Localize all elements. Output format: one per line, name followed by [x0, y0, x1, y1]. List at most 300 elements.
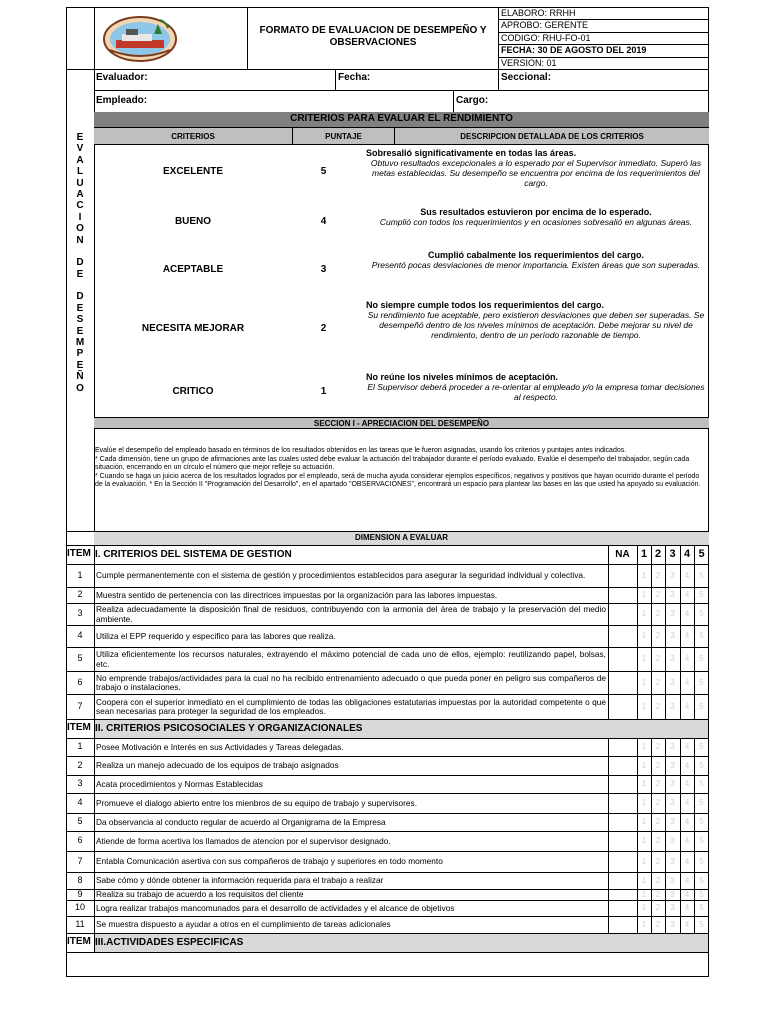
col-divider	[665, 889, 666, 900]
col-divider	[665, 603, 666, 625]
item-text: Acata procedimientos y Normas Establecidas	[96, 778, 263, 789]
score-option[interactable]: 5	[699, 590, 704, 599]
col-divider	[94, 916, 95, 933]
item-text: Entabla Comunicación asertiva con sus compañeros de trabajo y superiores en todo momento	[96, 856, 443, 867]
side-letter	[66, 280, 94, 291]
criteria-description	[366, 207, 706, 227]
instruction-2: * Cada dimensión, tiene un grupo de afirmaciones ante las cuales usted debe evaluar la actuación del trabajador durante el período evaluado. Evalúe el desempeño del trabajador, según cada situación, encerrando en un círculo el número que mejor refleje su actuación.	[95, 455, 690, 471]
col-divider	[680, 625, 681, 647]
score-option[interactable]: 2	[655, 570, 661, 580]
criteria-heading: Cumplió cabalmente los requerimientos del cargo.	[427, 250, 645, 260]
score-option[interactable]: 5	[699, 817, 704, 826]
criteria-detail: Cumplió con todos los requerimientos y en ocasiones sobresalió en algunas áreas.	[379, 217, 693, 227]
col-divider	[694, 872, 695, 889]
score-option[interactable]: 5	[699, 836, 704, 845]
col-divider	[680, 851, 681, 872]
item-number: 1	[77, 569, 83, 580]
criteria-score: 5	[320, 166, 327, 177]
criteria-name: BUENO	[174, 216, 212, 227]
col-divider	[665, 775, 666, 793]
criteria-name: ACEPTABLE	[162, 264, 224, 275]
side-letter: P	[76, 348, 84, 360]
col-divider	[608, 831, 609, 851]
col-divider	[694, 889, 695, 900]
score-option[interactable]: 4	[684, 875, 690, 885]
col-divider	[637, 545, 638, 564]
col-divider	[651, 587, 652, 603]
item-number: 6	[77, 676, 83, 687]
col-divider	[651, 545, 652, 564]
item-number: 8	[77, 874, 83, 885]
score-option[interactable]: 4	[684, 856, 690, 866]
instruction-1: Evalúe el desempeño del empleado basado en términos de los resultados obtenidos en las tareas que le fueron asignadas, usando los criterios y puntajes antes indicados.	[95, 447, 627, 454]
score-option[interactable]: 1	[641, 903, 647, 912]
col-divider	[680, 738, 681, 756]
meta-line: VERSION: 01	[501, 57, 557, 68]
item-text: Utiliza el EPP requerido y especifico para las labores que realiza.	[96, 630, 336, 641]
col-divider	[94, 719, 95, 738]
col-divider	[680, 694, 681, 719]
score-option[interactable]: 2	[655, 701, 661, 711]
score-option[interactable]: 5	[699, 875, 704, 885]
item-text: Logra realizar trabajos mancomunados para el desarrollo de actividades y el alcance de objetivos	[96, 902, 455, 913]
score-option[interactable]: 5	[699, 654, 704, 663]
col-divider	[680, 872, 681, 889]
score-option[interactable]: 5	[699, 742, 704, 751]
col-divider	[680, 889, 681, 900]
score-option[interactable]: 2	[655, 903, 661, 912]
col-divider	[94, 756, 95, 775]
col-divider	[680, 587, 681, 603]
score-option[interactable]: 2	[655, 760, 661, 770]
score-option[interactable]: 5	[699, 677, 704, 687]
col-divider	[665, 872, 666, 889]
col-divider	[637, 564, 638, 587]
side-letter: O	[76, 382, 84, 394]
col-divider	[608, 813, 609, 831]
criteria-detail: Presentó pocas desviaciones de menor importancia. Existen áreas que son superadas.	[371, 260, 701, 270]
col-divider	[651, 694, 652, 719]
company-logo	[100, 10, 180, 66]
dimension-title: DIMENSION A EVALUAR	[94, 532, 709, 545]
col-divider	[637, 900, 638, 916]
score-option[interactable]: 4	[684, 631, 690, 640]
score-option[interactable]: 1	[641, 590, 647, 599]
item-number: 3	[77, 778, 83, 788]
criteria-score: 3	[320, 264, 327, 275]
col-divider	[680, 603, 681, 625]
col-divider	[680, 756, 681, 775]
score-option[interactable]: 5	[699, 760, 704, 770]
evaluador-label: Evaluador:	[96, 72, 148, 83]
item-text: Promueve el dialogo abierto entre los mienbros de su equipo de trabajo y supervisores.	[96, 797, 417, 808]
criteria-name: CRITICO	[172, 386, 214, 397]
meta-divider	[498, 57, 709, 58]
seccion1-title: SECCION I - APRECIACION DEL DESEMPEÑO	[94, 417, 709, 429]
score-option[interactable]: 2	[655, 631, 661, 640]
side-letter: E	[76, 268, 84, 280]
criteria-description	[366, 300, 706, 340]
meta-divider	[498, 32, 709, 33]
col-divider	[94, 851, 95, 872]
score-header: 2	[654, 548, 662, 560]
score-option[interactable]: 1	[641, 570, 647, 580]
meta-divider	[498, 44, 709, 45]
score-option[interactable]: 3	[670, 677, 675, 687]
score-option[interactable]: 1	[641, 856, 647, 866]
side-letter: A	[76, 154, 84, 166]
criteria-description	[366, 372, 706, 402]
item-number: 10	[74, 902, 85, 912]
score-option[interactable]: 1	[641, 742, 647, 751]
col-divider	[694, 813, 695, 831]
score-option[interactable]: 3	[670, 590, 675, 599]
criteria-description	[366, 250, 706, 270]
score-option[interactable]: 5	[699, 701, 704, 711]
score-header: 5	[698, 548, 705, 560]
score-option[interactable]: 3	[670, 609, 675, 618]
col-descripcion-header: DESCRIPCION DETALLADA DE LOS CRITERIOS	[395, 127, 709, 145]
criteria-detail: Su rendimiento fue aceptable, pero existieron desviaciones que deben ser superadas. Se desempeñó dentro de los niveles mínimos de aceptación. Debe mejorar su nivel de rendimiento, dentro de un período razonable de tiempo.	[367, 310, 705, 340]
score-option[interactable]: 1	[641, 889, 647, 899]
col-divider	[694, 647, 695, 671]
score-option[interactable]: 4	[684, 903, 690, 912]
col-divider	[94, 775, 95, 793]
col-divider	[665, 647, 666, 671]
col-divider	[637, 916, 638, 933]
score-option[interactable]: 5	[699, 631, 704, 640]
col-divider	[694, 603, 695, 625]
score-option[interactable]: 4	[684, 889, 690, 899]
score-option[interactable]: 5	[699, 798, 704, 807]
score-option[interactable]: 5	[699, 856, 704, 866]
score-header: 1	[640, 548, 648, 560]
item-text: Cumple permanentemente con el sistema de gestión y procedimientos establecidos para asegurar la seguridad individual y colectiva.	[96, 570, 586, 581]
item-number: 5	[77, 653, 83, 663]
meta-line: ELABORO: RRHH	[501, 8, 576, 18]
col-divider	[665, 900, 666, 916]
score-option[interactable]: 4	[684, 590, 690, 599]
side-letter: V	[76, 143, 84, 155]
side-letter: L	[76, 166, 84, 178]
item-header: ITEM	[67, 936, 91, 947]
col-divider	[680, 545, 681, 564]
score-option[interactable]: 3	[670, 570, 675, 580]
col-divider	[680, 564, 681, 587]
col-divider	[608, 694, 609, 719]
score-option[interactable]: 2	[655, 817, 661, 826]
col-divider	[94, 694, 95, 719]
score-option[interactable]: 5	[699, 919, 704, 929]
col-divider	[694, 756, 695, 775]
score-option[interactable]: 4	[684, 798, 690, 807]
score-option[interactable]: 4	[684, 701, 690, 711]
criteria-name: EXCELENTE	[162, 166, 223, 177]
item-number: 11	[75, 918, 85, 929]
criteria-heading: No siempre cumple todos los requerimientos del cargo.	[366, 300, 605, 310]
section-title: II. CRITERIOS PSICOSOCIALES Y ORGANIZACIONALES	[95, 720, 708, 738]
score-option[interactable]: 4	[684, 742, 690, 751]
item-number: 4	[77, 797, 83, 807]
score-option[interactable]: 3	[670, 875, 675, 885]
col-divider	[665, 587, 666, 603]
score-option[interactable]: 5	[699, 570, 704, 580]
col-divider	[651, 916, 652, 933]
col-divider	[637, 872, 638, 889]
col-divider	[608, 775, 609, 793]
score-option[interactable]: 3	[670, 760, 675, 770]
score-option[interactable]: 3	[670, 631, 675, 640]
score-option[interactable]: 1	[641, 798, 647, 807]
side-letter: D	[76, 257, 84, 269]
criteria-description	[366, 148, 706, 188]
score-option[interactable]: 2	[655, 919, 661, 929]
item-number: 9	[77, 888, 83, 899]
score-option[interactable]: 4	[684, 779, 690, 788]
criteria-score: 2	[320, 323, 327, 334]
col-divider	[94, 793, 95, 813]
side-letter: S	[76, 314, 84, 326]
criteria-score: 1	[320, 386, 327, 397]
score-option[interactable]: 3	[670, 836, 675, 845]
col-divider	[94, 831, 95, 851]
criteria-detail: El Supervisor deberá proceder a re-orientar al empleado y/o la empresa tomar decisiones al respecto.	[367, 382, 705, 402]
item-number: 1	[77, 741, 83, 751]
col-divider	[651, 756, 652, 775]
na-header: NA	[615, 549, 630, 560]
col-divider	[94, 872, 95, 889]
col-divider	[694, 671, 695, 694]
col-divider	[694, 851, 695, 872]
score-option[interactable]: 1	[641, 631, 647, 640]
score-option[interactable]: 5	[699, 609, 704, 618]
col-divider	[651, 900, 652, 916]
item-header: ITEM	[67, 548, 91, 559]
side-letter: C	[76, 200, 84, 212]
col-divider	[665, 831, 666, 851]
side-letter: A	[76, 188, 84, 200]
section-title: I. CRITERIOS DEL SISTEMA DE GESTION	[95, 549, 292, 560]
col-divider	[651, 738, 652, 756]
col-divider	[608, 564, 609, 587]
score-option[interactable]: 4	[684, 677, 690, 687]
col-divider	[637, 647, 638, 671]
col-divider	[680, 793, 681, 813]
meta-line: FECHA: 30 DE AGOSTO DEL 2019	[501, 45, 647, 56]
score-header: 3	[669, 548, 676, 560]
score-option[interactable]: 2	[655, 889, 661, 899]
row-divider	[66, 952, 709, 953]
seccional-label: Seccional:	[501, 72, 552, 83]
col-divider	[608, 916, 609, 933]
col-divider	[651, 889, 652, 900]
score-option[interactable]: 3	[670, 654, 675, 663]
col-divider	[665, 813, 666, 831]
item-header: ITEM	[67, 722, 91, 733]
col-divider	[694, 587, 695, 603]
col-divider	[94, 545, 95, 564]
score-option[interactable]: 1	[641, 654, 647, 663]
score-option[interactable]: 3	[670, 903, 675, 912]
score-option[interactable]: 5	[699, 889, 704, 899]
item-text: Atiende de forma acertiva los llamados de atencion por el supervisor designado.	[96, 835, 391, 846]
score-option[interactable]: 1	[641, 836, 647, 845]
seccion1-instructions	[95, 447, 707, 490]
col-divider	[665, 564, 666, 587]
col-divider	[694, 625, 695, 647]
col-divider	[94, 900, 95, 916]
col-divider	[651, 603, 652, 625]
score-option[interactable]: 4	[684, 609, 690, 618]
col-divider	[665, 694, 666, 719]
item-text: Se muestra dispuesto a ayudar a otros en el cumplimiento de tareas adicionales	[96, 919, 391, 930]
col-divider	[680, 647, 681, 671]
col-divider	[651, 671, 652, 694]
col-divider	[637, 756, 638, 775]
score-option[interactable]: 2	[655, 836, 661, 845]
col-divider	[665, 793, 666, 813]
col-divider	[637, 831, 638, 851]
score-option[interactable]: 1	[641, 701, 647, 711]
item-text: Muestra sentido de pertenencia con las directrices impuestas por la organización para las labores impuestas.	[96, 589, 498, 600]
col-divider	[665, 756, 666, 775]
side-letter: Ñ	[76, 371, 84, 383]
col-divider	[680, 900, 681, 916]
score-option[interactable]: 2	[655, 677, 661, 687]
col-divider	[651, 775, 652, 793]
score-option[interactable]: 2	[655, 875, 661, 885]
item-text: Realiza su trabajo de acuerdo a los requisitos del cliente	[96, 889, 304, 900]
col-divider	[94, 813, 95, 831]
score-option[interactable]: 4	[684, 836, 690, 845]
col-divider	[608, 647, 609, 671]
item-number: 3	[77, 608, 83, 618]
instruction-3: * Cuando se haga un juicio acerca de los resultados logrados por el empleado, será de mucha ayuda considerar ejemplos específicos, negativos y positivos que hayan ocurrido durante el período de la evaluación. * En la Sección II "Programación del Desarrollo", en el apartado "OBSERVACIONES", encontrará un espacio para plantear las bases en las que usted ha apoyado su evaluación.	[95, 472, 701, 488]
score-option[interactable]: 3	[670, 856, 675, 866]
item-text: No emprende trabajos/actividades para la cual no ha recibido entrenamiento adecuado o que pueda poner en peligro sus compañeros de trabajo o instalaciones.	[96, 672, 606, 692]
col-divider	[94, 625, 95, 647]
item-text: Realiza adecuadamente la disposición final de residuos, contribuyendo con la armonía del área de trabajo y la preservación del medio ambiente.	[96, 604, 606, 624]
score-option[interactable]: 1	[641, 817, 647, 826]
score-option[interactable]: 2	[655, 856, 661, 866]
score-option[interactable]: 1	[641, 875, 647, 885]
score-option[interactable]: 1	[641, 779, 647, 788]
score-option[interactable]: 1	[641, 609, 647, 618]
criteria-heading: Sobresalió significativamente en todas las áreas.	[366, 148, 577, 158]
col-divider	[94, 889, 95, 900]
score-option[interactable]: 2	[655, 742, 661, 751]
score-option[interactable]: 2	[655, 798, 661, 807]
col-divider	[651, 647, 652, 671]
col-divider	[694, 831, 695, 851]
score-option[interactable]: 2	[655, 590, 661, 599]
col-divider	[665, 851, 666, 872]
side-letter	[66, 246, 94, 257]
item-number: 5	[77, 816, 83, 826]
col-divider	[608, 587, 609, 603]
col-divider	[694, 545, 695, 564]
score-option[interactable]: 4	[684, 817, 690, 826]
score-option[interactable]: 3	[670, 742, 675, 751]
score-option[interactable]: 3	[670, 817, 675, 826]
col-divider	[637, 603, 638, 625]
col-divider	[651, 564, 652, 587]
score-option[interactable]: 3	[670, 889, 675, 899]
score-option[interactable]: 3	[670, 779, 675, 788]
criteria-name: NECESITA MEJORAR	[141, 323, 245, 334]
item-text: Coopera con el superior inmediato en el cumplimiento de todas las obligaciones estatutarias impuestas por la autoridad competente o que sean necesarias para proteger la seguridad de los empleados.	[96, 696, 606, 716]
col-divider	[94, 564, 95, 587]
side-letter: O	[76, 223, 84, 235]
criteria-section-title: CRITERIOS PARA EVALUAR EL RENDIMIENTO	[94, 112, 709, 127]
score-option[interactable]: 4	[684, 919, 690, 929]
col-divider	[680, 813, 681, 831]
col-puntaje-header: PUNTAJE	[292, 127, 395, 145]
score-option[interactable]: 4	[684, 760, 690, 770]
score-option[interactable]: 5	[699, 903, 704, 912]
col-divider	[665, 625, 666, 647]
col-divider	[694, 738, 695, 756]
col-divider	[637, 694, 638, 719]
score-option[interactable]: 4	[684, 654, 690, 663]
col-divider	[637, 738, 638, 756]
score-option[interactable]: 3	[670, 798, 675, 807]
score-option[interactable]: 4	[684, 570, 690, 580]
score-option[interactable]: 3	[670, 919, 675, 929]
col-divider	[665, 738, 666, 756]
col-divider	[637, 587, 638, 603]
col-divider	[94, 647, 95, 671]
col-divider	[694, 564, 695, 587]
col-divider	[680, 775, 681, 793]
criteria-heading: No reúne los niveles mínimos de aceptación.	[366, 372, 559, 382]
score-option[interactable]: 1	[641, 677, 647, 687]
col-divider	[680, 671, 681, 694]
score-option[interactable]: 2	[655, 654, 661, 663]
col-divider	[651, 851, 652, 872]
score-option[interactable]: 2	[655, 779, 661, 788]
score-option[interactable]: 2	[655, 609, 661, 618]
col-divider	[608, 793, 609, 813]
col-divider	[608, 671, 609, 694]
col-divider	[651, 793, 652, 813]
col-divider	[637, 889, 638, 900]
side-letter: M	[75, 337, 85, 349]
score-option[interactable]: 1	[641, 760, 647, 770]
score-option[interactable]: 5	[699, 779, 704, 788]
col-divider	[665, 916, 666, 933]
item-text: Sabe cómo y dónde obtener la información requerida para el trabajo a realizar	[96, 875, 384, 886]
item-text: Posee Motivación e Interés en sus Actividades y Tareas delegadas.	[96, 741, 344, 752]
col-divider	[637, 671, 638, 694]
col-divider	[694, 775, 695, 793]
score-option[interactable]: 3	[670, 701, 675, 711]
criteria-detail: Obtuvo resultados excepcionales a lo esperado por el Supervisor inmediato. Superó las metas establecidas. Su desempeño se encuentra por encima de los requerimientos del cargo.	[370, 158, 702, 188]
col-divider	[694, 916, 695, 933]
item-text: Realiza un manejo adecuado de los equipos de trabajo asignados	[96, 760, 339, 771]
score-option[interactable]: 1	[641, 919, 647, 929]
item-text: Utiliza eficientemente los recursos naturales, extrayendo el máximo potencial de cada uno de ellos, ejemplo: reutilizando papel, bolsas, etc.	[96, 649, 606, 669]
side-letter: E	[76, 359, 84, 371]
side-letter: N	[76, 234, 84, 246]
col-divider	[651, 831, 652, 851]
col-divider	[637, 793, 638, 813]
col-divider	[665, 545, 666, 564]
item-number: 4	[77, 630, 83, 640]
side-letter: E	[76, 132, 84, 143]
col-divider	[637, 775, 638, 793]
col-divider	[94, 603, 95, 625]
